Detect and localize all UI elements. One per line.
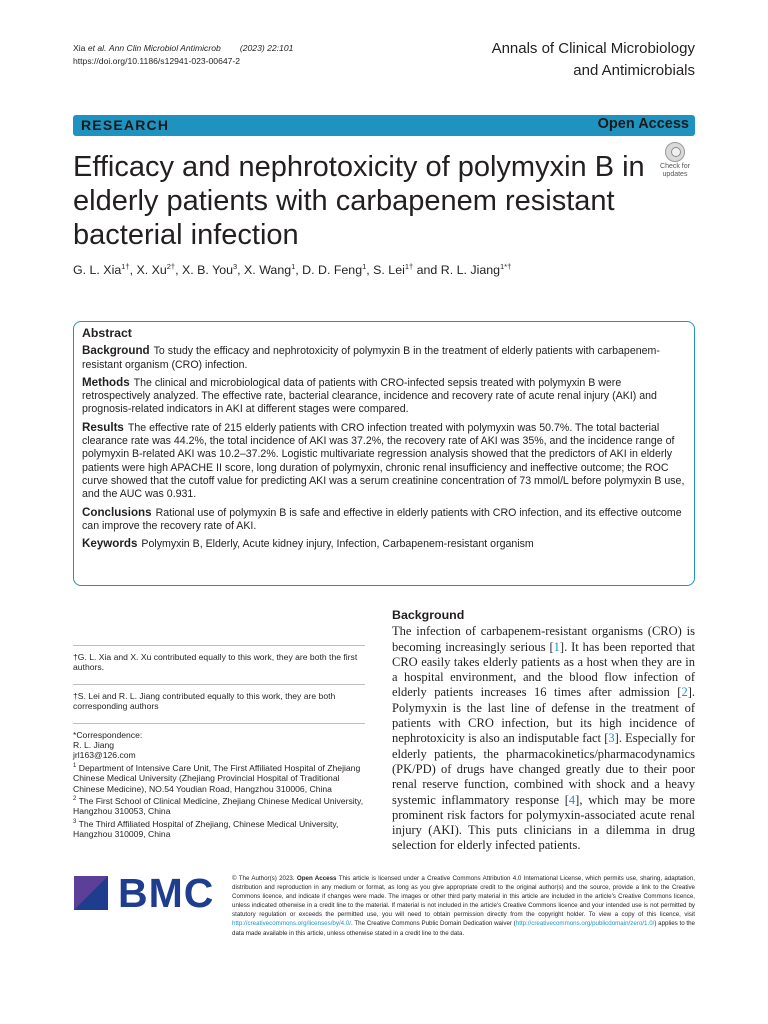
check-for-updates-badge[interactable] [654, 142, 696, 182]
cc-zero-link[interactable]: http://creativecommons.org/publicdomain/zero/1.0/ [515, 920, 655, 928]
article-title: Efficacy and nephrotoxicity of polymyxin B in elderly patients with carbapenem resistant bacterial infection [73, 151, 645, 251]
abstract-heading: Abstract [82, 326, 132, 340]
citation-header [73, 42, 293, 68]
author: S. Lei$^{1\dagger}$ [373, 262, 414, 278]
author: G. L. Xia$^{1\dagger}$ [73, 262, 130, 278]
journal-name [395, 38, 695, 82]
section-type-label: RESEARCH [81, 117, 170, 133]
citation-author: Xia [73, 43, 86, 53]
correspondence-email[interactable]: jrl163@126.com [73, 750, 136, 761]
open-access-label: Open Access [597, 116, 689, 132]
check-updates-line2: updates [662, 171, 688, 178]
affiliation-2: $^2$ The First School of Clinical Medicine, Zhejiang Chinese Medical University, Hangzhou 310053, China [73, 795, 364, 817]
footnote-corresponding-authors: †S. Lei and R. L. Jiang contributed equally to this work, they are both corresponding authors [73, 684, 365, 712]
footnotes [73, 645, 365, 850]
abstract-results: Results The effective rate of 215 elderly patients with CRO infection treated with polymyxin was 50.7%. The total bacterial clearance rate was 44.2%, the total incidence of AKI was 37.2%, the recovery rate of AKI was 35%, and the incidence range of polymyxin B-related AKI was 10.2–37.2%. Logistic multivariate regression analysis showed that the predictors of AKI in elderly patients were high APACHE II score, long duration of polymyxin, chronic renal insufficiency and ineffective outcome; the ROC curve showed that the cutoff value for predicting AKI was a serum creatinine concentration of 73 mmol/L before polymyxin B use, and the AUC was 0.931. [82, 420, 685, 501]
author: X. $Xu^{2\dagger}$ [136, 262, 176, 278]
abstract-box [73, 321, 695, 586]
journal-name-line2: and Antimicrobials [573, 62, 695, 79]
background-section [392, 608, 695, 854]
bmc-logo-mark-icon [74, 876, 108, 910]
citation-etal: et al. [87, 43, 107, 53]
bmc-logo [74, 870, 215, 916]
check-updates-line1: Check for [660, 163, 690, 170]
license-open-access: Open Access [296, 875, 337, 882]
citation-journal: Ann Clin Microbiol Antimicrob [108, 43, 221, 53]
abstract-keywords: Keywords Polymyxin B, Elderly, Acute kidney injury, Infection, Carbapenem-resistant organism [82, 537, 534, 551]
background-heading: Background [392, 608, 465, 622]
author: X. Wang$^1$ [244, 262, 296, 278]
reference-link[interactable]: 1 [553, 639, 560, 654]
bmc-logo-text: BMC [118, 870, 215, 916]
authors-conjunction: and [416, 263, 438, 278]
reference-link[interactable]: 2 [681, 685, 688, 700]
author-list: G. L. Xia$^{1\dagger}$, X. $Xu^{2\dagger}$, X. B. You$^3$, X. Wang$^1$, D. D. Feng$^1$, S. Lei$^{1\dagger}$ and R. L. Jiang$^{1*\dagger}$ [73, 262, 512, 278]
citation-year-volume: (2023) 22:101 [239, 43, 294, 53]
affiliation-3: $^3$ The Third Affiliated Hospital of Zhejiang, Chinese Medical University, Hangzhou 310009, China [73, 818, 339, 839]
background-paragraph: The infection of carbapenem-resistant organisms (CRO) is becoming increasingly serious [1]. It has been reported that CRO easily takes elderly patients as a host when they are in a hospital environment, and the blood flow infection of elderly patients increases 16 times after admission [2]. Polymyxin is the last line of defense in the treatment of patients with CRO infection, but its high incidence of nephrotoxicity is also an indisputable fact [3]. Especially for elderly patients, the pharmacokinetics/pharmacodynamics (PK/PD) of drugs have changed greatly due to their poor renal reserve function, combined with shock and a heavy systemic inflammatory response [4], which may be more prominent risk factors for polymyxin-associated acute renal injury (AKI). This puts clinicians in a dilemma in drug selection for elderly infected patients. [392, 624, 695, 853]
section-banner [73, 115, 695, 136]
reference-link[interactable]: 4 [568, 792, 576, 807]
author: X. B. You$^3$ [182, 262, 238, 278]
check-updates-icon [665, 142, 685, 162]
reference-link[interactable]: 3 [608, 731, 615, 746]
correspondence-name: R. L. Jiang [73, 740, 115, 751]
abstract-background: Background To study the efficacy and nephrotoxicity of polymyxin B in the treatment of elderly patients with carbapenem-resistant organism (CRO) infection. [82, 344, 660, 371]
footnote-first-authors: †G. L. Xia and X. Xu contributed equally to this work, they are both the first authors. [73, 645, 365, 673]
doi-link[interactable]: https://doi.org/10.1186/s12941-023-00647-2 [73, 56, 241, 66]
correspondence-label: *Correspondence: [73, 729, 143, 740]
license-statement: © The Author(s) 2023. Open Access This article is licensed under a Creative Commons Attribution 4.0 International License, which permits use, sharing, adaptation, distribution and reproduction in any medium or format, as long as you give appropriate credit to the original author(s) and the source, provide a link to the Creative Commons licence, and indicate if changes were made. The images or other third party material in this article are included in the article's Creative Commons licence, unless indicated otherwise in a credit line to the material. If material is not included in the article's Creative Commons licence and your intended use is not permitted by statutory regulation or exceeds the permitted use, you will need to obtain permission directly from the copyright holder. To view a copy of this licence, visit http://creativecommons.org/licenses/by/4.0/. The Creative Commons Public Domain Dedication waiver (http://creativecommons.org/publicdomain/zero/1.0/) applies to the data made available in this article, unless otherwise stated in a credit line to the data. [232, 875, 696, 937]
author: D. D. Feng$^1$ [302, 262, 367, 278]
affiliation-1: $^1$ Department of Intensive Care Unit, The First Affiliated Hospital of Zhejiang Chinese Medical University (Zhejiang Provincial Hospital of Traditional Chinese Medicine), NO.54 Youdian Road, Hangzhou 310006, China [73, 762, 361, 794]
cc-by-link[interactable]: http://creativecommons.org/licenses/by/4.0/ [232, 920, 351, 928]
correspondence-block [73, 723, 365, 840]
abstract-conclusions: Conclusions Rational use of polymyxin B is safe and effective in elderly patients with CRO infection, and its effective outcome can improve the recovery rate of AKI. [82, 505, 682, 532]
journal-name-line1: Annals of Clinical Microbiology [491, 40, 695, 57]
author: R. L. Jiang$^{1*\dagger}$ [440, 262, 512, 278]
abstract-methods: Methods The clinical and microbiological data of patients with CRO-infected sepsis treated with polymyxin B were retrospectively analyzed. The effective rate, bacterial clearance, incidence and recovery rate of acute renal injury (AKI) and prognosis-related indicators in AKI at different stages were compared. [82, 375, 657, 416]
